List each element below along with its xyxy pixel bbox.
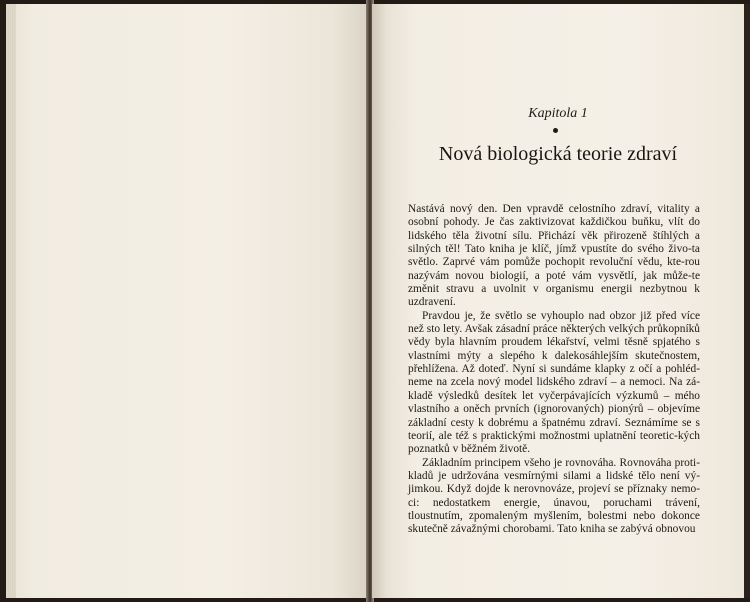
book-cover-edge bbox=[744, 4, 750, 598]
ornament-bullet bbox=[553, 128, 558, 133]
paragraph-3: Základním principem všeho je rovnováha. Rovnováha proti-kladů je udržována vesmírnými silami a lidské tělo není vý-jimkou. Když dojde k nerovnováze, projeví se příznaky nemo-ci: nedostatkem energie, únavou, poruchami trávení, tloustnutím, zpomaleným myšlením, bolestmi nebo dokonce skutečně závažnými chorobami. Tato kniha se zabývá obnovou bbox=[408, 456, 700, 536]
page-stack-edge bbox=[6, 4, 16, 598]
left-page-blank bbox=[6, 4, 369, 598]
chapter-label: Kapitola 1 bbox=[528, 106, 588, 121]
paragraph-1: Nastává nový den. Den vpravdě celostního zdraví, vitality a osobní pohody. Je čas zaktivizovat každičkou buňku, vlít do lidského těla životní sílu. Přichází věk přirozeně štíhlých a silných těl! Tato kniha je klíč, jímž vpustíte do svého živo-ta světlo. Zaprvé vám pomůže pochopit revoluční vědu, kte-rou nazývám novou biologií, a poté vám vysvětlí, jak může-te změnit stravu a uvolnit v organismu energii nezbytnou k uzdravení. bbox=[408, 203, 700, 309]
body-text bbox=[408, 203, 700, 537]
chapter-title: Nová biologická teorie zdraví bbox=[438, 143, 678, 165]
paragraph-2: Pravdou je, že světlo se vyhouplo nad obzor již před více než sto lety. Avšak zásadní práce některých velkých průkopníků vědy byla hlavním proudem lékařství, velmi těsně spjatého s vlastními mýty a slepého k dalekosáhlejším skutečnostem, přehlížena. Až doteď. Nyní si sundáme klapky z očí a pohléd-neme na zcela nový model lidského zdraví – a nemoci. Na zá-kladě výsledků desítek let vyčerpávajících výzkumů – mého vlastního a oněch prvních (ignorovaných) pionýrů – objevíme základní cesty k dobrému a špatnému zdraví. Seznámíme se s teorií, ale též s praktickými možnostmi uplatnění teoretic-kých poznatků v běžném životě. bbox=[408, 309, 700, 456]
